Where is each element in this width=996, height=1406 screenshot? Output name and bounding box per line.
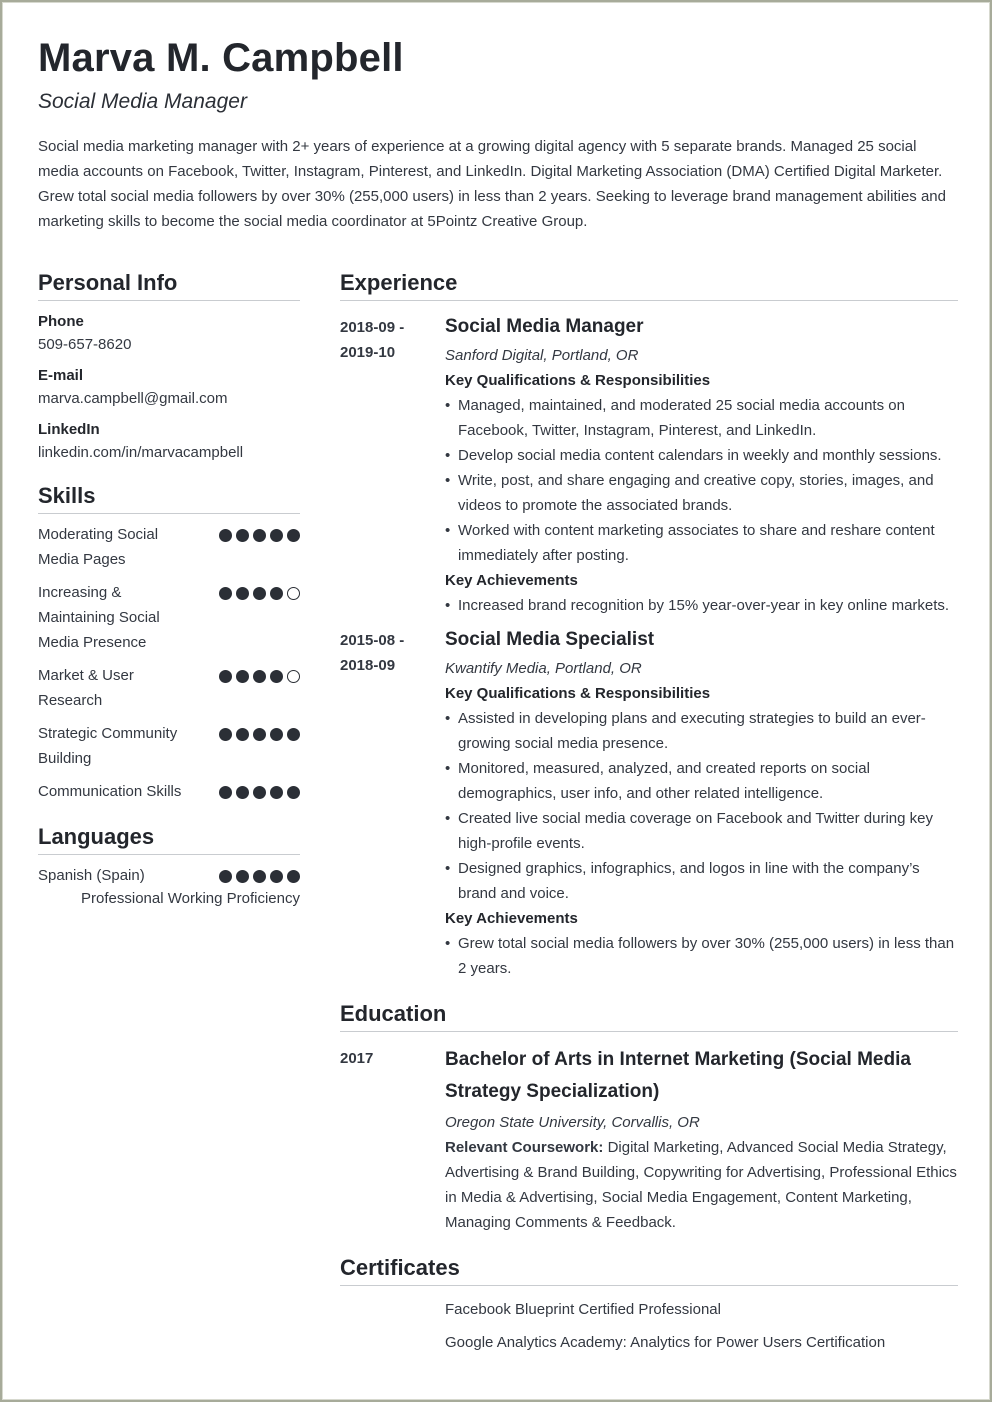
rating-dot-filled [219, 529, 232, 542]
info-label: LinkedIn [38, 421, 100, 438]
education-date: 2017 [340, 1050, 374, 1067]
skill-rating [219, 721, 300, 771]
experience-heading: Experience [340, 270, 958, 301]
rating-dot-filled [219, 587, 232, 600]
experience-role: Social Media Specialist [445, 629, 655, 650]
list-item: • Created live social media coverage on Facebook and Twitter during key high-profile events. [445, 806, 958, 856]
rating-dot-filled [253, 728, 266, 741]
rating-dot-filled [219, 870, 232, 883]
rating-dot-filled [270, 870, 283, 883]
skill-name: Strategic Community Building [38, 725, 178, 767]
skills-heading: Skills [38, 483, 300, 514]
languages-list [38, 863, 300, 910]
rating-dot-filled [219, 728, 232, 741]
rating-dot-filled [219, 670, 232, 683]
skill-row [38, 522, 300, 572]
certificate-item: Facebook Blueprint Certified Professional [445, 1301, 721, 1318]
rating-dot-filled [270, 670, 283, 683]
rating-dot-filled [236, 529, 249, 542]
qualifications-list [445, 706, 958, 906]
education-heading: Education [340, 1001, 958, 1032]
info-label: Phone [38, 313, 84, 330]
list-item: • Assisted in developing plans and executing strategies to build an ever-growing social media presence. [445, 706, 958, 756]
achievements-heading: Key Achievements [445, 910, 578, 927]
achievements-list [445, 931, 958, 981]
experience-company: Kwantify Media, Portland, OR [445, 660, 642, 677]
rating-dot-empty [287, 587, 300, 600]
rating-dot-filled [236, 870, 249, 883]
rating-dot-filled [270, 529, 283, 542]
left-column [38, 270, 300, 910]
list-item: • Develop social media content calendars in weekly and monthly sessions. [445, 443, 958, 468]
linkedin-value: linkedin.com/in/marvacampbell [38, 444, 244, 461]
experience-role: Social Media Manager [445, 316, 644, 337]
coursework-text: Digital Marketing, Advanced Social Media Strategy, Advertising & Brand Building, Copywriting for Advertising, Professional Ethics in Media & Advertising, Social Media Engagement, Content Marketing, Managing Comments & Feedback. [445, 1139, 957, 1231]
list-item: • Write, post, and share engaging and creative copy, stories, images, and videos to promote the associated brands. [445, 468, 958, 518]
language-row [38, 863, 300, 888]
skill-name: Communication Skills [38, 783, 182, 800]
achievements-list [445, 593, 958, 618]
rating-dot-filled [253, 587, 266, 600]
rating-dot-filled [253, 670, 266, 683]
skill-row [38, 721, 300, 771]
skill-row [38, 663, 300, 713]
info-email [38, 367, 300, 409]
rating-dot-filled [270, 786, 283, 799]
list-item: • Designed graphics, infographics, and logos in line with the company’s brand and voice. [445, 856, 958, 906]
info-linkedin [38, 421, 300, 463]
certificates-heading: Certificates [340, 1255, 958, 1286]
qualifications-heading: Key Qualifications & Responsibilities [445, 685, 711, 702]
right-column [340, 270, 958, 1353]
languages-heading: Languages [38, 824, 300, 855]
education-entry [340, 1044, 958, 1235]
skill-rating [219, 779, 300, 804]
certificate-item: Google Analytics Academy: Analytics for Power Users Certification [445, 1334, 886, 1351]
experience-entry [340, 313, 958, 618]
rating-dot-filled [270, 728, 283, 741]
list-item: • Grew total social media followers by over 30% (255,000 users) in less than 2 years. [445, 931, 958, 981]
experience-date: 2018-09 - 2019-10 [340, 319, 405, 361]
rating-dot-filled [236, 786, 249, 799]
coursework-label: Relevant Coursework: [445, 1139, 604, 1156]
candidate-name: Marva M. Campbell [38, 36, 404, 80]
education-school: Oregon State University, Corvallis, OR [445, 1114, 700, 1131]
rating-dot-filled [236, 670, 249, 683]
rating-dot-filled [253, 786, 266, 799]
skill-row [38, 580, 300, 655]
rating-dot-filled [287, 529, 300, 542]
list-item: • Managed, maintained, and moderated 25 social media accounts on Facebook, Twitter, Instagram, Pinterest, and LinkedIn. [445, 393, 958, 443]
education-coursework [445, 1135, 958, 1235]
candidate-title: Social Media Manager [38, 90, 247, 113]
skill-name: Market & User Research [38, 667, 134, 709]
skill-rating [219, 663, 300, 713]
rating-dot-filled [287, 728, 300, 741]
personal-info-heading: Personal Info [38, 270, 300, 301]
language-name: Spanish (Spain) [38, 867, 145, 884]
language-level: Professional Working Proficiency [81, 890, 300, 907]
achievements-heading: Key Achievements [445, 572, 578, 589]
email-value: marva.campbell@gmail.com [38, 390, 228, 407]
language-rating [219, 863, 300, 888]
rating-dot-filled [219, 786, 232, 799]
experience-company: Sanford Digital, Portland, OR [445, 347, 639, 364]
list-item: • Monitored, measured, analyzed, and created reports on social demographics, user info, and other related intelligence. [445, 756, 958, 806]
qualifications-heading: Key Qualifications & Responsibilities [445, 372, 711, 389]
qualifications-list [445, 393, 958, 568]
info-phone [38, 313, 300, 355]
rating-dot-filled [287, 870, 300, 883]
rating-dot-filled [287, 786, 300, 799]
experience-entry [340, 626, 958, 981]
skill-row [38, 779, 300, 804]
summary: Social media marketing manager with 2+ years of experience at a growing digital agency with 5 separate brands. Managed 25 social media accounts on Facebook, Twitter, Instagram, Pinterest, and LinkedIn. Digital Marketing Association (DMA) Certified Digital Marketer. Grew total social media followers by over 30% (255,000 users) in less than 2 years. Seeking to leverage brand management abilities and marketing skills to become the social media coordinator at 5Pointz Creative Group. [38, 138, 946, 230]
skill-rating [219, 580, 300, 655]
rating-dot-filled [236, 728, 249, 741]
rating-dot-filled [253, 529, 266, 542]
rating-dot-filled [253, 870, 266, 883]
info-label: E-mail [38, 367, 84, 384]
rating-dot-filled [236, 587, 249, 600]
certificates-list [340, 1300, 958, 1353]
skill-name: Increasing & Maintaining Social Media Presence [38, 584, 160, 651]
phone-value: 509-657-8620 [38, 336, 132, 353]
rating-dot-filled [270, 587, 283, 600]
experience-date: 2015-08 - 2018-09 [340, 632, 405, 674]
skill-rating [219, 522, 300, 572]
education-degree: Bachelor of Arts in Internet Marketing (Social Media Strategy Specialization) [445, 1049, 911, 1102]
list-item: • Increased brand recognition by 15% year-over-year in key online markets. [445, 593, 958, 618]
skills-list [38, 522, 300, 804]
skill-name: Moderating Social Media Pages [38, 526, 159, 568]
rating-dot-empty [287, 670, 300, 683]
list-item: • Worked with content marketing associates to share and reshare content immediately after posting. [445, 518, 958, 568]
